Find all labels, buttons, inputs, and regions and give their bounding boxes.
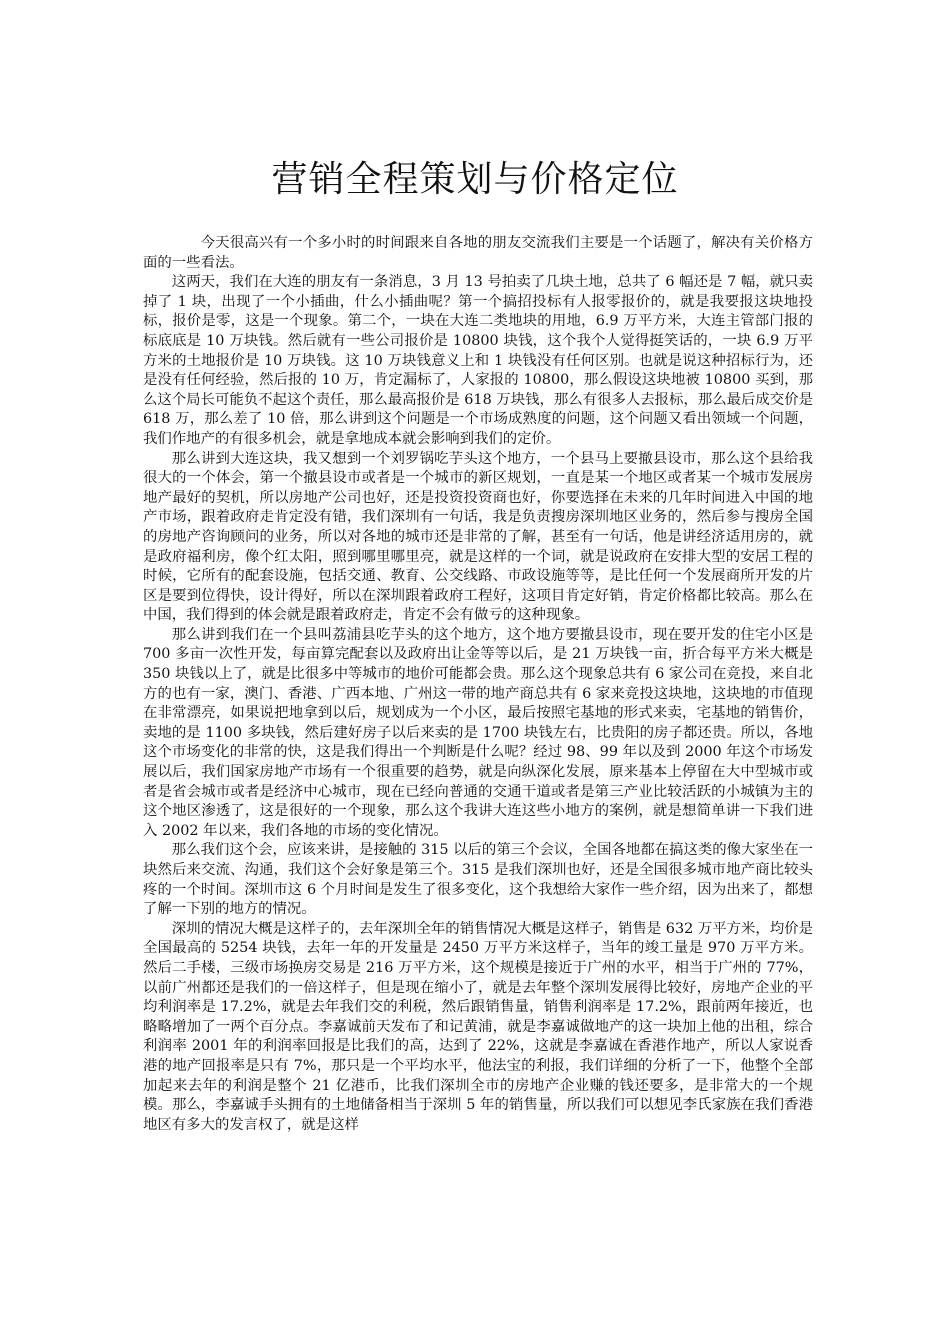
- paragraph-lipu-county: 那么讲到我们在一个县叫荔浦县吃芋头的这个地方，这个地方要撤县设市，现在要开发的住宅小区是 700 多亩一次性开发，每亩算完配套以及政府出让金等等以后，是 21 万块钱一亩，折合每平方米大概是 350 块钱以上了，就是比很多中等城市的地价可能都会贵。那么这个现象总共有 6 家公司在竞投，来自北方的也有一家，澳门、香港、广西本地、广州这一带的地产商总共有 6 家来竞投这块地，这块地的市值现在非常漂亮，如果说把地拿到以后，规划成为一个小区，最后按照宅基地的形式来卖，宅基地的销售价，卖地的是 1100 多块钱，然后建好房子以后来卖的是 1700 块钱左右，比贵阳的房子都还贵。所以，各地这个市场变化的非常的快，这是我们得出一个判断是什么呢？经过 98、99 年以及到 2000 年这个市场发展以后，我们国家房地产市场有一个很重要的趋势，就是向纵深化发展，原来基本上停留在大中型城市或者是省会城市或者是经济中心城市，现在已经向普通的交通干道或者是第三产业比较活跃的小城镇为主的这个地区渗透了，这是很好的一个现象，那么这个我讲大连这些小地方的案例，就是想简单讲一下我们进入 2002 年以来，我们各地的市场的变化情况。: [143, 626, 813, 839]
- document-body: [143, 234, 813, 1135]
- paragraph-intro: 今天很高兴有一个多小时的时间跟来自各地的朋友交流我们主要是一个话题了，解决有关价格方面的一些看法。: [143, 235, 813, 271]
- paragraph-shenzhen-market: 深圳的情况大概是这样子的，去年深圳全年的销售情况大概是这样子，销售是 632 万平方米，均价是全国最高的 5254 块钱，去年一年的开发量是 2450 万平方米这样子，当年的竣工量是 970 万平方米。然后二手楼，三级市场换房交易是 216 万平方米，这个规模是接近于广州的水平，相当于广州的 77%，以前广州都还是我们的一倍这样子，但是现在缩小了，就是去年整个深圳发展得比较好，房地产企业的平均利润率是 17.2%，就是去年我们交的利税，然后跟销售量，销售利润率是 17.2%，跟前两年接近，也略略增加了一两个百分点。李嘉诚前天发布了和记黄浦，就是李嘉诚做地产的这一块加上他的出租，综合利润率 2001 年的利润率回报是比我们的高，达到了 22%，这就是李嘉诚在香港作地产，所以人家说香港的地产回报率是只有 7%，那只是一个平均水平，他法宝的利报，我们详细的分析了一下，他整个全部加起来去年的利润是整个 21 亿港币，比我们深圳全市的房地产企业赚的钱还要多，是非常大的一个规模。那么，李嘉诚手头拥有的土地储备相当于深圳 5 年的销售量，所以我们可以想见李氏家族在我们香港地区有多大的发言权了，就是这样: [143, 920, 813, 1133]
- paragraph-315-meeting: 那么我们这个会，应该来讲，是接触的 315 以后的第三个会议，全国各地都在搞这类的像大家坐在一块然后来交流、沟通，我们这个会好象是第三个。315 是我们深圳也好，还是全国很多城市地产商比较头疼的一个时间。深圳市这 6 个月时间是发生了很多变化，这个我想给大家作一些介绍，因为出来了，都想了解一下别的地方的情况。: [143, 842, 813, 918]
- paragraph-follow-government: 那么讲到大连这块，我又想到一个刘罗锅吃芋头这个地方，一个县马上要撤县设市，那么这个县给我很大的一个体会，第一个撤县设市或者是一个城市的新区规划，一直是某一个地区或者某一个城市发展房地产最好的契机，所以房地产公司也好，还是投资投资商也好，你要选择在未来的几年时间进入中国的地产市场，跟着政府走肯定没有错，我们深圳有一句话，我是负责搜房深圳地区业务的，然后参与搜房全国的房地产咨询顾问的业务，所以对各地的城市还是非常的了解，甚至有一句话，他是讲经济适用房的，就是政府福利房，像个红太阳，照到哪里哪里亮，就是这样的一个词，就是说政府在安排大型的安居工程的时候，它所有的配套设施，包括交通、教育、公交线路、市政设施等等，是比任何一个发展商所开发的片区是要到位得快，设计得好，所以在深圳跟着政府工程好，这项目肯定好销，肯定价格都比较高。那么在中国，我们得到的体会就是跟着政府走，肯定不会有做亏的这种现象。: [143, 450, 813, 624]
- document-title: 营销全程策划与价格定位: [271, 159, 679, 200]
- paragraph-dalian-auction: 这两天，我们在大连的朋友有一条消息，3 月 13 号拍卖了几块土地，总共了 6 幅还是 7 幅，就只卖掉了 1 块，出现了一个小插曲，什么小插曲呢？第一个搞招投标有人报零报价的，就是我要报这块地投标，报价是零，这是一个现象。第二个，一块在大连二类地块的用地，6.9 万平方米，大连主管部门报的标底底是 10 万块钱。然后就有一些公司报价是 10800 块钱，这个我个人觉得挺笑话的，一块 6.9 万平方米的土地报价是 10 万块钱。这 10 万块钱意义上和 1 块钱没有任何区别。也就是说这种招标行为，还是没有任何经验，然后报的 10 万，肯定漏标了，人家报的 10800，那么假设这块地被 10800 买到，那么这个局长可能负不起这个责任，那么最高报价是 618 万块钱，那么有很多人去报标，那么最后成交价是 618 万，那么差了 10 倍，那么讲到这个问题是一个市场成熟度的问题，这个问题又看出领域一个问题，我们作地产的有很多机会，就是拿地成本就会影响到我们的定价。: [143, 274, 813, 447]
